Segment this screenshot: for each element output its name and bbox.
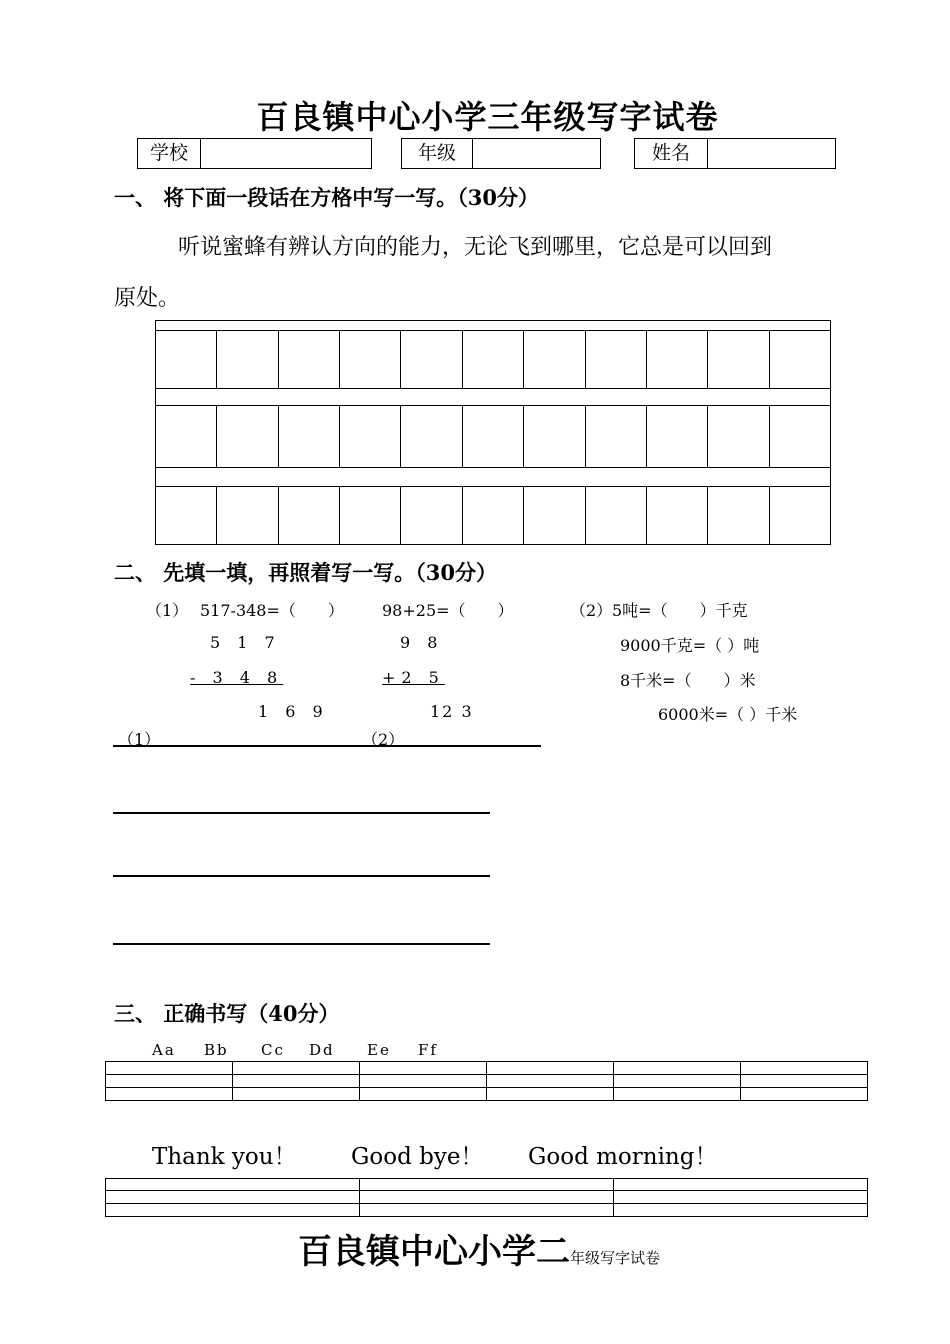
- section3-heading: 三、 正确书写（40分）: [114, 1001, 340, 1026]
- grade-label: 年级: [402, 139, 473, 168]
- grid-cell[interactable]: [646, 406, 707, 468]
- grid-cell[interactable]: [614, 1062, 741, 1075]
- phrase: Good bye！: [351, 1144, 484, 1170]
- line-label-2: （2）: [362, 730, 405, 749]
- phrase: Thank you！: [152, 1144, 297, 1170]
- school-field[interactable]: [137, 138, 372, 169]
- grid-cell[interactable]: [360, 1088, 487, 1101]
- grid-cell[interactable]: [487, 1075, 614, 1088]
- writing-line[interactable]: [113, 943, 490, 945]
- grid-cell[interactable]: [217, 487, 278, 545]
- grid-cell[interactable]: [524, 331, 585, 389]
- grid-cell[interactable]: [708, 331, 769, 389]
- grid-cell[interactable]: [278, 406, 339, 468]
- section1-text-line1: 听说蜜蜂有辨认方向的能力，无论飞到哪里，它总是可以回到: [178, 235, 773, 260]
- grid-cell[interactable]: [340, 487, 401, 545]
- calc-b-top: 9 8: [400, 633, 444, 652]
- grid-cell[interactable]: [769, 331, 830, 389]
- grid-spacer-row: [156, 468, 831, 487]
- grid-cell[interactable]: [524, 487, 585, 545]
- grid-cell[interactable]: [614, 1075, 741, 1088]
- q2-label: （2）: [570, 601, 613, 620]
- grid-cell[interactable]: [646, 331, 707, 389]
- name-field[interactable]: [634, 138, 836, 169]
- grid-cell[interactable]: [614, 1191, 868, 1204]
- grid-cell[interactable]: [646, 487, 707, 545]
- q2-item: 9000千克=（ ）吨: [620, 636, 760, 655]
- grid-cell[interactable]: [524, 406, 585, 468]
- phrase: Good morning！: [528, 1144, 718, 1170]
- footer-small-text: 年级写字试卷: [570, 1249, 661, 1267]
- grid-cell[interactable]: [278, 487, 339, 545]
- section2-heading: 二、 先填一填，再照着写一写。（30分）: [114, 560, 498, 585]
- grid-cell[interactable]: [156, 331, 217, 389]
- grid-cell[interactable]: [741, 1088, 868, 1101]
- grid-cell[interactable]: [156, 487, 217, 545]
- calc-b-mid: +2 5: [382, 668, 445, 687]
- grid-cell[interactable]: [106, 1179, 360, 1191]
- writing-line[interactable]: [113, 812, 490, 814]
- grid-cell[interactable]: [462, 406, 523, 468]
- q1-label: （1）: [146, 601, 189, 620]
- grid-cell[interactable]: [708, 487, 769, 545]
- writing-line[interactable]: [113, 875, 490, 877]
- page-title: 百良镇中心小学三年级写字试卷: [256, 98, 719, 136]
- grid-cell[interactable]: [708, 406, 769, 468]
- grid-cell[interactable]: [769, 487, 830, 545]
- letter-writing-grid: [105, 1061, 868, 1101]
- grid-cell[interactable]: [462, 487, 523, 545]
- grid-cell[interactable]: [487, 1062, 614, 1075]
- footer-big-text: 百良镇中心小学二: [298, 1232, 570, 1272]
- letter-pair: Ee: [367, 1041, 391, 1059]
- letter-pair: Cc: [261, 1041, 285, 1059]
- grid-cell[interactable]: [614, 1179, 868, 1191]
- grid-cell[interactable]: [487, 1088, 614, 1101]
- calc-b-result: 12 3: [430, 702, 474, 721]
- q1-expression-b: 98+25=（ ）: [382, 601, 514, 620]
- grid-cell[interactable]: [401, 487, 462, 545]
- grid-cell[interactable]: [233, 1088, 360, 1101]
- name-label: 姓名: [635, 139, 708, 168]
- grid-cell[interactable]: [769, 406, 830, 468]
- grid-cell[interactable]: [360, 1075, 487, 1088]
- grade-field[interactable]: [401, 138, 601, 169]
- grid-cell[interactable]: [585, 331, 646, 389]
- grid-cell[interactable]: [340, 406, 401, 468]
- grid-cell[interactable]: [217, 331, 278, 389]
- grid-cell[interactable]: [106, 1204, 360, 1217]
- section1-text-line2: 原处。: [114, 286, 181, 311]
- grid-spacer-row: [156, 389, 831, 406]
- grid-cell[interactable]: [106, 1075, 233, 1088]
- grid-cell[interactable]: [585, 487, 646, 545]
- line-label-1: （1）: [118, 730, 161, 749]
- q2-item: 8千米=（ ）米: [620, 671, 756, 690]
- grid-cell[interactable]: [614, 1204, 868, 1217]
- grid-cell[interactable]: [360, 1191, 614, 1204]
- q1-expression-a: 517-348=（ ）: [200, 601, 344, 620]
- letter-pair: Dd: [309, 1041, 335, 1059]
- grid-cell[interactable]: [106, 1191, 360, 1204]
- grid-cell[interactable]: [360, 1204, 614, 1217]
- letter-pair: Aa: [152, 1041, 176, 1059]
- grid-cell[interactable]: [462, 331, 523, 389]
- writing-line[interactable]: [113, 745, 541, 747]
- section1-heading: 一、 将下面一段话在方格中写一写。（30分）: [114, 185, 540, 210]
- grid-cell[interactable]: [106, 1062, 233, 1075]
- writing-grid: [155, 320, 831, 545]
- q2-item: 6000米=（ ）千米: [658, 705, 798, 724]
- grid-cell[interactable]: [217, 406, 278, 468]
- grid-cell[interactable]: [360, 1179, 614, 1191]
- grid-cell[interactable]: [233, 1062, 360, 1075]
- letter-pair: Ff: [418, 1041, 438, 1059]
- calc-a-mid: - 3 4 8: [190, 668, 284, 687]
- grid-cell[interactable]: [278, 331, 339, 389]
- grid-cell[interactable]: [360, 1062, 487, 1075]
- grid-cell[interactable]: [741, 1062, 868, 1075]
- grid-cell[interactable]: [614, 1088, 741, 1101]
- grid-cell[interactable]: [585, 406, 646, 468]
- phrase-writing-grid: [105, 1178, 868, 1217]
- grid-cell[interactable]: [741, 1075, 868, 1088]
- grid-cell[interactable]: [340, 331, 401, 389]
- grid-spacer-row: [156, 321, 831, 331]
- grid-cell[interactable]: [106, 1088, 233, 1101]
- footer-title: [298, 1224, 660, 1273]
- grid-cell[interactable]: [401, 331, 462, 389]
- grid-cell[interactable]: [156, 406, 217, 468]
- school-label: 学校: [138, 139, 201, 168]
- q2-item: 5吨=（ ）千克: [612, 601, 748, 620]
- grid-cell[interactable]: [233, 1075, 360, 1088]
- calc-a-result: 1 6 9: [258, 702, 329, 721]
- calc-a-top: 5 1 7: [210, 633, 281, 652]
- letter-pair: Bb: [204, 1041, 229, 1059]
- grid-cell[interactable]: [401, 406, 462, 468]
